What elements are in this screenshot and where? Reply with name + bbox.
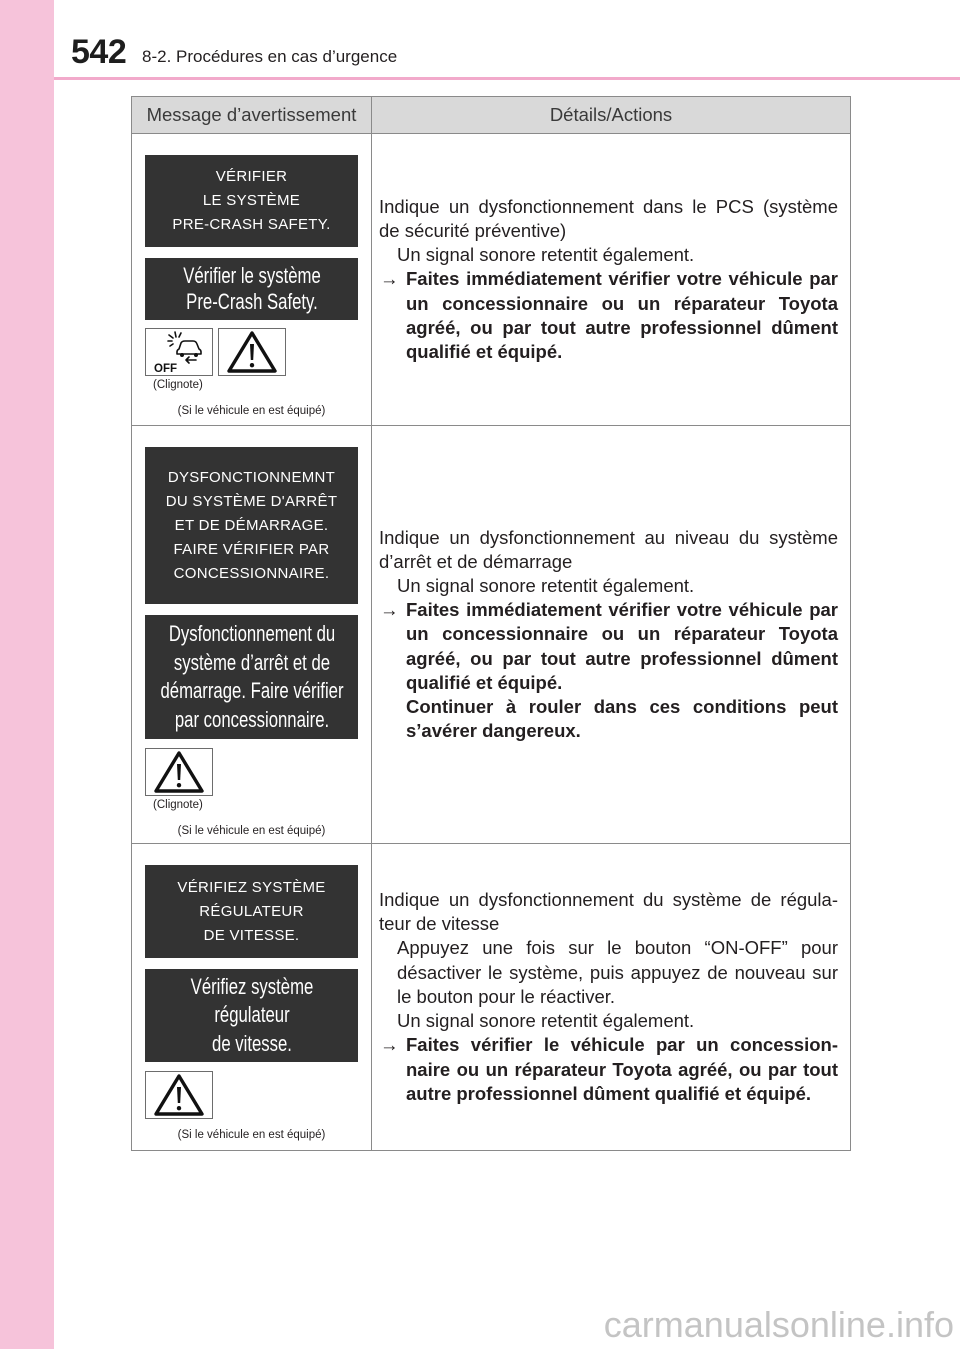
warning-message-table bbox=[131, 96, 851, 1151]
details-line: s’avérer dangereux. bbox=[406, 720, 581, 742]
details-line: Continuer à rouler dans ces conditions peut bbox=[406, 696, 838, 717]
table-header-details: Détails/Actions bbox=[549, 104, 673, 125]
action-paragraph bbox=[379, 598, 838, 695]
header-rule bbox=[54, 77, 960, 80]
display-line: LE SYSTÈME bbox=[202, 192, 301, 209]
arrow-right-icon: → bbox=[380, 599, 399, 621]
message-cell bbox=[132, 844, 372, 1150]
display-message-caps bbox=[145, 447, 358, 604]
display-line: ET DE DÉMARRAGE. bbox=[174, 516, 329, 534]
indicator-row bbox=[145, 748, 371, 796]
details-line: Faites vérifier le véhicule par un concession- bbox=[406, 1034, 838, 1056]
display-message-mixed bbox=[145, 258, 358, 320]
equipment-note: (Si le véhicule en est équipé) bbox=[177, 405, 326, 417]
details-line: naire ou un réparateur Toyota agréé, ou par tout bbox=[406, 1058, 838, 1080]
details-line: Faites immédiatement vérifier votre véhicule par bbox=[406, 599, 838, 621]
details-line: Indique un dysfonctionnement du système de régula- bbox=[379, 889, 838, 911]
details-line: d’arrêt et de démarrage bbox=[379, 550, 573, 572]
arrow-right-icon: → bbox=[380, 1034, 399, 1056]
table-row-stop-start-system bbox=[132, 426, 850, 844]
master-warning-indicator bbox=[145, 1071, 213, 1119]
table-row-cruise-control bbox=[132, 844, 850, 1150]
display-line: système d’arrêt et de bbox=[173, 649, 330, 675]
details-cell bbox=[372, 134, 850, 425]
details-paragraph bbox=[379, 888, 838, 936]
details-line: Appuyez une fois sur le bouton “ON-OFF” pour bbox=[397, 937, 838, 959]
display-line: RÉGULATEUR bbox=[199, 902, 304, 920]
display-line: Dysfonctionnement du bbox=[168, 621, 335, 646]
details-paragraph bbox=[379, 574, 838, 598]
blink-note: (Clignote) bbox=[153, 379, 203, 391]
blink-note: (Clignote) bbox=[153, 799, 203, 811]
details-paragraph bbox=[379, 526, 838, 574]
details-line: un concessionnaire ou un réparateur Toyota bbox=[406, 292, 838, 314]
display-line: VÉRIFIEZ SYSTÈME bbox=[177, 878, 326, 896]
equipment-note: (Si le véhicule en est équipé) bbox=[177, 1129, 326, 1141]
details-line: agréé, ou par tout autre professionnel dûment bbox=[406, 647, 838, 669]
indicator-row bbox=[145, 1071, 371, 1119]
display-line: DYSFONCTIONNEMNT bbox=[167, 468, 336, 486]
display-line: DE VITESSE. bbox=[203, 926, 300, 944]
details-line: de sécurité préventive) bbox=[379, 219, 567, 241]
display-line: VÉRIFIER bbox=[215, 168, 288, 185]
display-line: FAIRE VÉRIFIER PAR bbox=[173, 540, 330, 558]
warning-triangle-icon bbox=[146, 749, 212, 795]
details-line: autre professionnel dûment qualifié et équipé. bbox=[406, 1082, 812, 1104]
warning-triangle-icon bbox=[219, 329, 285, 375]
warning-triangle-icon bbox=[146, 1072, 212, 1118]
display-message-caps bbox=[145, 865, 358, 958]
display-line: DU SYSTÈME D'ARRÊT bbox=[165, 492, 338, 510]
display-lines bbox=[153, 973, 351, 1059]
details-line: Faites immédiatement vérifier votre véhicule par bbox=[406, 268, 838, 290]
details-line: teur de vitesse bbox=[379, 913, 500, 935]
details-paragraph bbox=[379, 243, 838, 267]
details-text bbox=[379, 888, 838, 1106]
details-line: désactiver le système, puis appuyez de nouveau sur bbox=[397, 961, 838, 983]
message-cell bbox=[132, 134, 372, 425]
display-line: CONCESSIONNAIRE. bbox=[173, 564, 330, 582]
details-line: qualifié et équipé. bbox=[406, 341, 563, 362]
details-line: Un signal sonore retentit également. bbox=[397, 574, 695, 596]
action-paragraph-continued bbox=[379, 695, 838, 743]
pcs-indicator bbox=[145, 328, 213, 376]
details-line: qualifié et équipé. bbox=[406, 671, 563, 693]
display-lines bbox=[153, 263, 351, 315]
details-line: Un signal sonore retentit également. bbox=[397, 1010, 695, 1032]
details-line: le bouton pour le réactiver. bbox=[397, 985, 616, 1007]
details-paragraph bbox=[379, 195, 838, 243]
side-band bbox=[0, 0, 54, 1349]
details-cell bbox=[372, 844, 850, 1150]
display-line: régulateur bbox=[213, 1002, 290, 1028]
display-message-mixed bbox=[145, 615, 358, 739]
master-warning-indicator bbox=[145, 748, 213, 796]
action-paragraph bbox=[379, 1033, 838, 1106]
details-line: agréé, ou par tout autre professionnel dûment bbox=[406, 316, 838, 338]
display-line: de vitesse. bbox=[211, 1030, 292, 1056]
details-line: un concessionnaire ou un réparateur Toyota bbox=[406, 623, 838, 645]
master-warning-indicator bbox=[218, 328, 286, 376]
details-cell bbox=[372, 426, 850, 843]
message-cell bbox=[132, 426, 372, 843]
display-line: Vérifiez système bbox=[190, 973, 313, 999]
details-text bbox=[379, 195, 838, 364]
details-line: Indique un dysfonctionnement dans le PCS (système bbox=[379, 195, 838, 217]
display-line: Vérifier le système bbox=[182, 263, 321, 288]
table-header-message: Message d’avertissement bbox=[132, 97, 372, 133]
details-paragraph bbox=[379, 1009, 838, 1033]
arrow-right-icon: → bbox=[380, 268, 399, 290]
details-line: Indique un dysfonctionnement au niveau du système bbox=[379, 526, 838, 548]
display-message-mixed bbox=[145, 969, 358, 1062]
details-paragraph bbox=[379, 936, 838, 1009]
table-row-pre-crash-safety bbox=[132, 134, 850, 426]
display-line: par concessionnaire. bbox=[174, 706, 329, 732]
action-paragraph bbox=[379, 267, 838, 364]
display-lines bbox=[153, 620, 351, 734]
section-title: 8-2. Procédures en cas d’urgence bbox=[142, 47, 398, 66]
pcs-off-icon bbox=[146, 329, 212, 375]
details-line: Un signal sonore retentit également. bbox=[397, 244, 695, 266]
display-line: démarrage. Faire vérifier bbox=[159, 678, 344, 703]
indicator-row bbox=[145, 328, 371, 376]
pcs-off-label: OFF bbox=[154, 363, 177, 375]
display-line: Pre-Crash Safety. bbox=[185, 289, 318, 314]
details-text bbox=[379, 526, 838, 744]
table-header-row bbox=[132, 97, 850, 134]
equipment-note: (Si le véhicule en est équipé) bbox=[177, 825, 326, 837]
watermark-text: carmanualsonline.info bbox=[603, 1304, 954, 1345]
display-message-caps bbox=[145, 155, 358, 247]
page-number: 542 bbox=[71, 33, 127, 71]
display-line: PRE-CRASH SAFETY. bbox=[172, 216, 331, 233]
